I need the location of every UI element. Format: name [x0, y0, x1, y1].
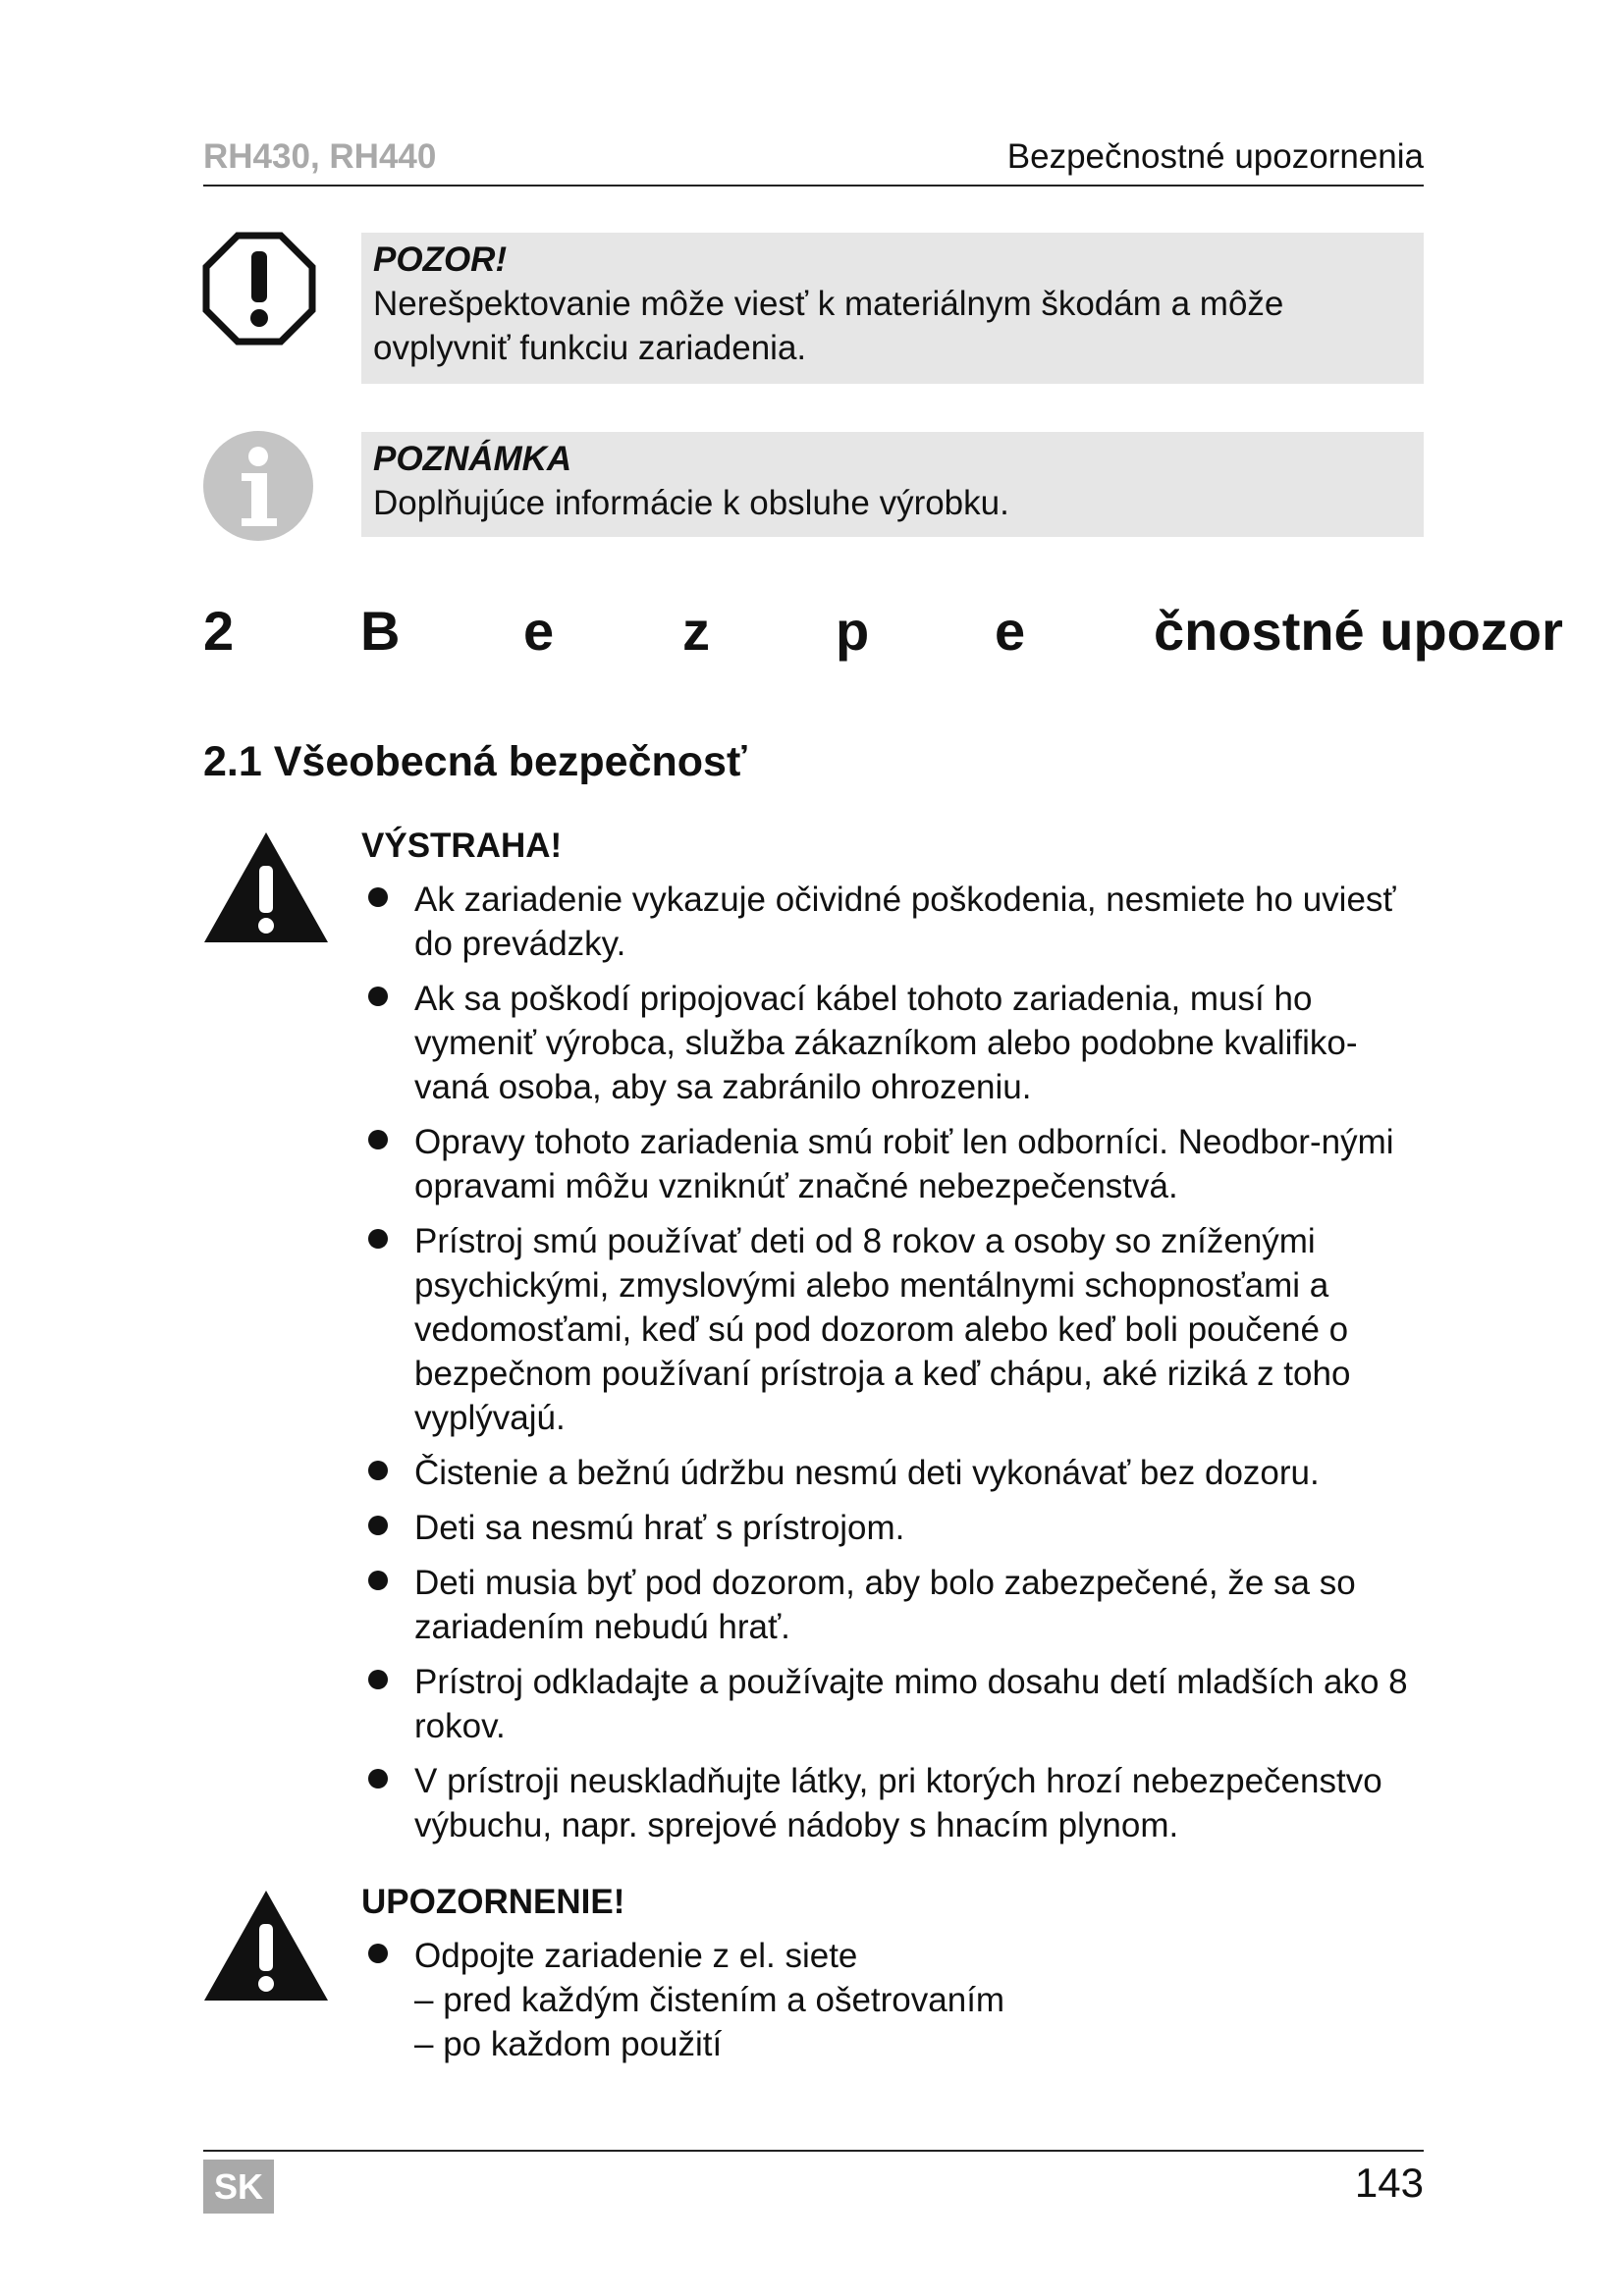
attention-item: Odpojte zariadenie z el. siete	[414, 1937, 858, 1975]
list-item: Prístroj odkladajte a používajte mimo dosahu detí mladších ako 8 rokov.	[361, 1660, 1432, 1748]
note-title: POZNÁMKA	[373, 440, 572, 478]
chapter-letter: p	[836, 600, 870, 662]
attention-title: UPOZORNENIE!	[361, 1883, 625, 1921]
list-item: V prístroji neuskladňujte látky, pri ktorých hrozí nebezpečenstvo výbuchu, napr. sprejové nádoby s hnacím plynom.	[361, 1759, 1432, 1847]
section-heading: 2.1 Všeobecná bezpečnosť	[203, 738, 747, 785]
list-item: Čistenie a bežnú údržbu nesmú deti vykonávať bez dozoru.	[361, 1451, 1432, 1495]
note-box	[361, 432, 1424, 537]
page-number: 143	[1354, 2160, 1424, 2206]
header-model: RH430, RH440	[203, 137, 437, 176]
warning-triangle-icon	[202, 1889, 330, 2002]
list-item: Deti musia byť pod dozorom, aby bolo zabezpečené, že sa so zariadením nebudú hrať.	[361, 1561, 1432, 1649]
warning-list	[361, 878, 1432, 1858]
list-item: Ak sa poškodí pripojovací kábel tohoto zariadenia, musí ho vymeniť výrobca, služba zákazníkom alebo podobne kvalifiko-vaná osoba, aby sa zabránilo ohrozeniu.	[361, 977, 1432, 1109]
attention-list	[361, 1934, 1432, 2077]
caution-box	[361, 233, 1424, 384]
chapter-number: 2	[203, 600, 235, 662]
caution-text: Nerešpektovanie môže viesť k materiálnym škodám a môže ovplyvniť funkciu zariadenia.	[373, 285, 1284, 367]
info-icon	[202, 430, 314, 542]
chapter-letter: z	[682, 600, 710, 662]
list-item: Prístroj smú používať deti od 8 rokov a osoby so zníženými psychickými, zmyslovými alebo mentálnymi schopnosťami a vedomosťami, keď sú pod dozorom alebo keď boli poučené o bezpečnom používaní prístroja a keď chápu, aké riziká z toho vyplývajú.	[361, 1219, 1432, 1440]
list-item	[361, 1934, 1432, 2066]
footer-divider	[203, 2150, 1424, 2152]
list-item: Opravy tohoto zariadenia smú robiť len odborníci. Neodbor-nými opravami môžu vzniknúť značné nebezpečenstvá.	[361, 1120, 1432, 1208]
caution-title: POZOR!	[373, 240, 508, 279]
attention-sub-item: – pred každým čistením a ošetrovaním	[414, 1981, 1005, 2019]
language-badge: SK	[203, 2160, 274, 2214]
attention-sub-item: – po každom použití	[414, 2025, 723, 2063]
chapter-title-rest: čnostné upozor	[1154, 600, 1563, 662]
header-divider	[203, 185, 1424, 187]
stop-exclamation-icon	[202, 232, 316, 346]
chapter-letter: B	[360, 600, 401, 662]
list-item: Deti sa nesmú hrať s prístrojom.	[361, 1506, 1432, 1550]
chapter-letter: e	[523, 600, 555, 662]
chapter-letter: e	[995, 600, 1026, 662]
note-text: Doplňujúce informácie k obsluhe výrobku.	[373, 484, 1009, 522]
warning-triangle-icon	[202, 830, 330, 944]
list-item: Ak zariadenie vykazuje očividné poškodenia, nesmiete ho uviesť do prevádzky.	[361, 878, 1432, 966]
warning-title: VÝSTRAHA!	[361, 827, 563, 865]
header-section-title: Bezpečnostné upozornenia	[1006, 137, 1424, 176]
